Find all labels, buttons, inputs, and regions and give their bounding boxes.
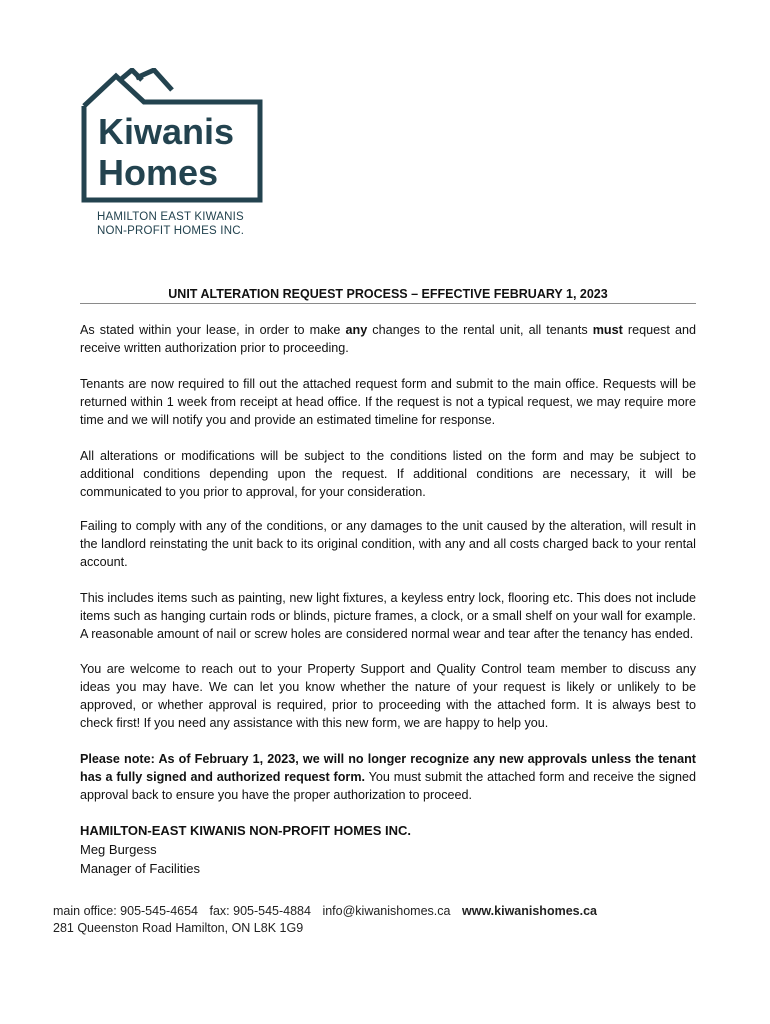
kiwanis-homes-logo: [80, 68, 270, 238]
logo-word-kiwanis: Kiwanis: [98, 111, 235, 152]
signature-role: Manager of Facilities: [80, 861, 200, 876]
please-note-rest: You must submit the attached form and receive the signed approval back to ensure you have the proper authorization to proceed.: [80, 770, 696, 802]
signature-organization: HAMILTON-EAST KIWANIS NON-PROFIT HOMES INC.: [80, 823, 412, 838]
paragraph-lease-authorization: [80, 321, 696, 357]
paragraph-please-note: [80, 750, 696, 804]
paragraph-noncompliance: Failing to comply with any of the conditions, or any damages to the unit caused by the alteration, will result in the landlord reinstating the unit back to its original condition, with any and all costs charged back to your rental account.: [80, 519, 696, 569]
document-title: UNIT ALTERATION REQUEST PROCESS – EFFECTIVE FEBRUARY 1, 2023: [168, 287, 608, 301]
logo-tagline-line1: HAMILTON EAST KIWANIS: [97, 211, 244, 223]
p1-text-e: request and receive written authorization prior to proceeding.: [80, 323, 696, 355]
p1-emphasis-must: must: [592, 323, 623, 337]
logo-tagline-line2: NON-PROFIT HOMES INC.: [97, 225, 245, 237]
p1-emphasis-any: any: [345, 323, 368, 337]
logo-tagline: [97, 210, 244, 238]
paragraph-contact-team: You are welcome to reach out to your Property Support and Quality Control team member to discuss any ideas you may have. We can let you know whether the nature of your request is likely or unlikely to be approved, or whether approval is required, prior to proceeding with the attached form. It is always best to check first! If you need any assistance with this new form, we are happy to help you.: [80, 662, 696, 730]
paragraph-request-form: Tenants are now required to fill out the attached request form and submit to the main office. Requests will be returned within 1 week from receipt at head office. If the request is not a typical request, we may require more time and we will notify you and provide an estimated timeline for response.: [80, 377, 696, 427]
footer-fax: fax: 905-545-4884: [209, 904, 311, 918]
p1-text-a: As stated within your lease, in order to make: [80, 323, 346, 337]
footer-website[interactable]: www.kiwanishomes.ca: [461, 904, 597, 918]
p1-text-c: changes to the rental unit, all tenants: [367, 323, 593, 337]
paragraph-included-items: This includes items such as painting, new light fixtures, a keyless entry lock, flooring etc. This does not include items such as hanging curtain rods or blinds, picture frames, a clock, or a small shelf on your wall for example. A reasonable amount of nail or screw holes are considered normal wear and tear after the tenancy has ended.: [80, 591, 696, 641]
logo-word-homes: Homes: [98, 152, 219, 193]
paragraph-conditions: All alterations or modifications will be subject to the conditions listed on the form and may be subject to additional conditions depending upon the request. If additional conditions are necessary, it will be communicated to you prior to approval, for your consideration.: [80, 449, 696, 499]
please-note-bold: Please note: As of February 1, 2023, we will no longer recognize any new approvals unless the tenant has a fully signed and authorized request form.: [80, 752, 696, 784]
footer-email[interactable]: info@kiwanishomes.ca: [322, 904, 451, 918]
footer-main-office: main office: 905-545-4654: [53, 904, 199, 918]
signature-block: [80, 821, 411, 878]
signature-name: Meg Burgess: [80, 842, 157, 857]
footer-line-contacts: [53, 903, 605, 920]
footer-address: 281 Queenston Road Hamilton, ON L8K 1G9: [53, 921, 304, 935]
title-divider: [80, 303, 696, 304]
footer-contact: [53, 903, 605, 937]
